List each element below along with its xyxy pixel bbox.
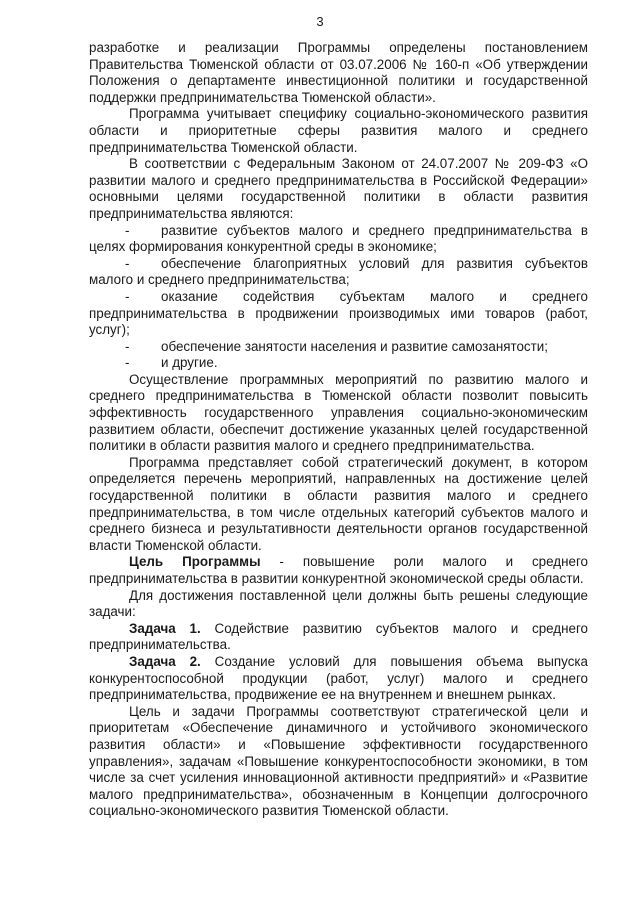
list-item [89, 355, 588, 372]
list-item [89, 289, 588, 339]
paragraph-strategic-document: Программа представляет собой стратегический документ, в котором определяется перечень мероприятий, направленных на достижение целей государственной политики в области развития малого и среднего предпринимательства, в том числе отдельных категорий субъектов малого и среднего бизнеса и результативности деятельности органов государственной власти Тюменской области. [89, 454, 588, 553]
paragraph-task-2 [89, 654, 588, 704]
paragraph-conformity: Цель и задачи Программы соответствуют стратегической цели и приоритетам «Обеспечение динамичного и устойчивого экономического развития области» и «Повышение эффективности государственного управления», задачам «Повышение конкурентоспособности экономики, в том числе за счет усиления инновационной активности предприятий» и «Развитие малого предпринимательства», обозначенным в Концепции долгосрочного социально-экономического развития Тюменской области. [89, 703, 588, 819]
task-2-text: Создание условий для повышения объема выпуска конкурентоспособной продукции (работ, услуг) малого и среднего предпринимательства, продвижение ее на внутреннем и внешнем рынках. [89, 653, 589, 703]
list-dash: - [125, 355, 130, 371]
list-item [89, 256, 588, 289]
list-item [89, 339, 588, 356]
list-item [89, 223, 588, 256]
goal-label: Цель Программы [129, 554, 261, 570]
page-number: 3 [316, 14, 324, 29]
list-dash: - [125, 288, 130, 304]
document-body [89, 40, 588, 820]
paragraph-federal-law: В соответствии с Федеральным Законом от 24.07.2007 № 209-ФЗ «О развитии малого и среднего предпринимательства в Российской Федерации» основными целями государственной политики в области развития предпринимательства являются: [89, 156, 588, 221]
paragraph-goal [89, 554, 588, 587]
task-1-text: Содействие развитию субъектов малого и среднего предпринимательства. [89, 620, 589, 653]
goal-text: - повышение роли малого и среднего предпринимательства в развитии конкурентной экономической среды области. [89, 554, 588, 586]
list-item-text: обеспечение благоприятных условий для развития субъектов малого и среднего предпринимательства; [89, 255, 588, 288]
paragraph-implementation: Осуществление программных мероприятий по развитию малого и среднего предпринимательства в Тюменской области позволит повысить эффективность государственного управления социально-экономическим развитием области, обеспечит достижение указанных целей государственной политики в области развития малого и среднего предпринимательства. [89, 371, 588, 454]
paragraph-specifics: Программа учитывает специфику социально-экономического развития области и приоритетные сферы развития малого и среднего предпринимательства Тюменской области. [89, 106, 588, 155]
list-dash: - [125, 255, 130, 271]
list-item-text: развитие субъектов малого и среднего предпринимательства в целях формирования конкурентной среды в экономике; [89, 222, 588, 255]
task-2-label: Задача 2. [129, 653, 201, 669]
list-item-text: и другие. [161, 355, 218, 371]
list-item-text: оказание содействия субъектам малого и среднего предпринимательства в продвижении производимых ими товаров (работ, услуг); [89, 288, 588, 338]
paragraph-continuation: разработке и реализации Программы определены постановлением Правительства Тюменской области от 03.07.2006 № 160-п «Об утверждении Положения о департаменте инвестиционной политики и государственной поддержки предпринимательства Тюменской области». [89, 40, 588, 105]
task-1-label: Задача 1. [129, 620, 201, 636]
paragraph-task-1 [89, 621, 588, 654]
list-item-text: обеспечение занятости населения и развитие самозанятости; [161, 338, 548, 354]
list-dash: - [125, 338, 130, 354]
paragraph-tasks-intro: Для достижения поставленной цели должны быть решены следующие задачи: [89, 587, 588, 620]
list-dash: - [125, 222, 130, 238]
